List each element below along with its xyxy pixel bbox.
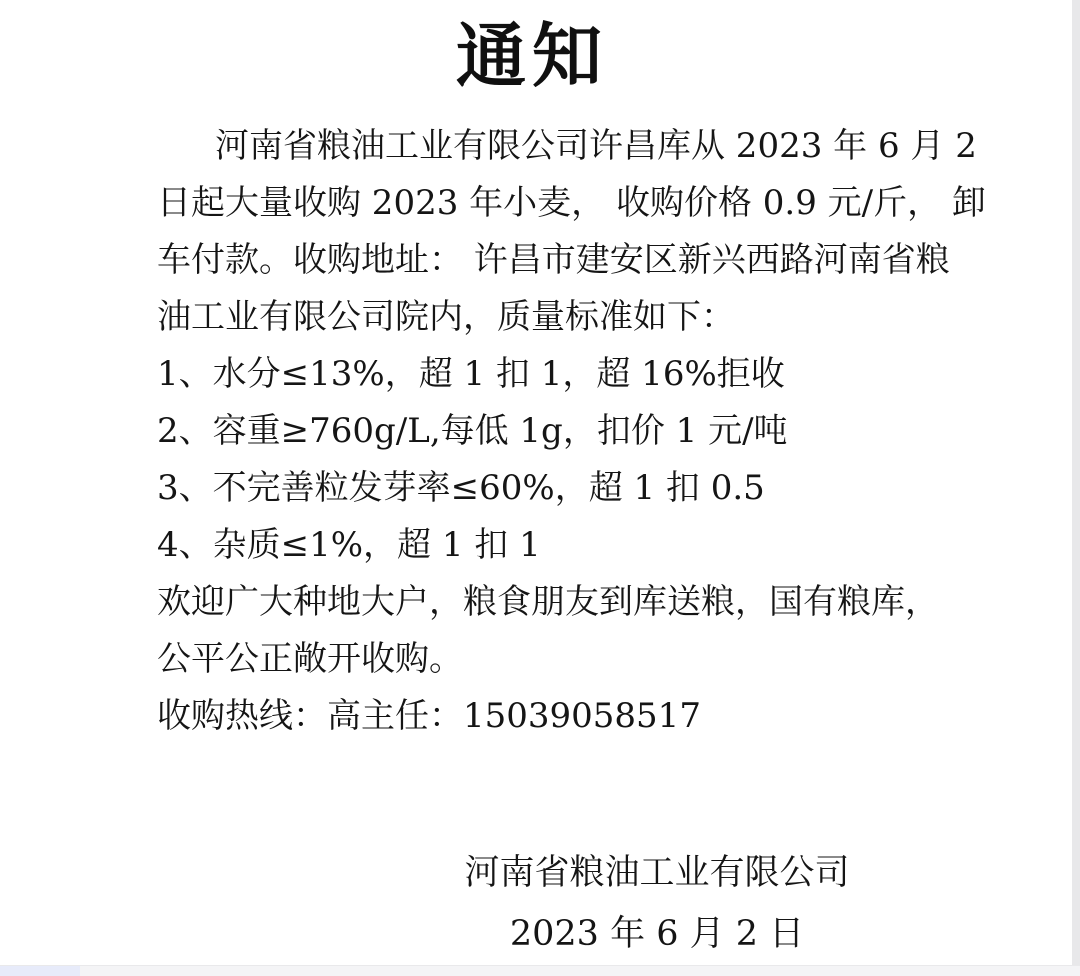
- body-line-2: 日起大量收购 2023 年小麦， 收购价格 0.9 元/斤， 卸: [157, 183, 986, 223]
- signature-block: [0, 845, 1064, 963]
- quality-item-3: 3、不完善粒发芽率≤60%，超 1 扣 0.5: [157, 468, 765, 508]
- signature-date: 2023 年 6 月 2 日: [509, 914, 805, 954]
- horizontal-scrollbar-thumb[interactable]: [0, 966, 80, 976]
- body-line-1: 河南省粮油工业有限公司许昌库从 2023 年 6 月 2: [215, 126, 977, 166]
- quality-item-1: 1、水分≤13%，超 1 扣 1，超 16%拒收: [157, 354, 785, 394]
- quality-item-2: 2、容重≥760g/L,每低 1g，扣价 1 元/吨: [157, 411, 788, 451]
- body-line-10: 公平公正敞开收购。: [157, 639, 463, 679]
- notice-body: [0, 118, 1064, 745]
- horizontal-scrollbar[interactable]: [0, 965, 1080, 976]
- quality-item-4: 4、杂质≤1%，超 1 扣 1: [157, 525, 541, 565]
- vertical-scrollbar[interactable]: [1072, 0, 1080, 965]
- hotline-line: 收购热线：高主任：15039058517: [157, 696, 701, 736]
- notice-title: 通知: [456, 14, 608, 97]
- body-line-9: 欢迎广大种地大户，粮食朋友到库送粮，国有粮库，: [157, 582, 939, 622]
- signature-company: 河南省粮油工业有限公司: [464, 853, 850, 893]
- body-line-3: 车付款。收购地址： 许昌市建安区新兴西路河南省粮: [157, 240, 950, 280]
- body-line-4: 油工业有限公司院内，质量标准如下：: [157, 297, 735, 337]
